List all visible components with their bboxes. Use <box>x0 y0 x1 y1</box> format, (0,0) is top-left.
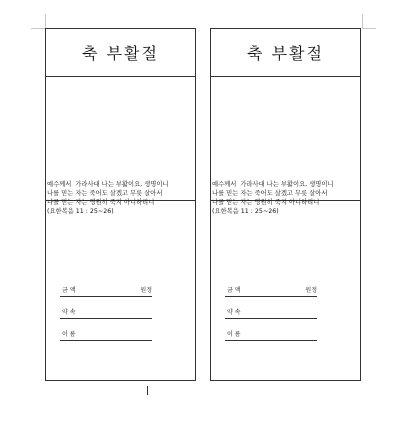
name-field[interactable] <box>60 330 152 341</box>
scripture-verse: 예수께서 가라사대 나는 부활이요, 생명이니 나를 믿는 자는 죽어도 살겠고 무릇 살아서 나를 믿는 자는 영원히 죽지 아니하리니 (요한복음 11 : 25~26) <box>47 181 169 215</box>
envelope-card-right <box>210 28 361 381</box>
name-field[interactable] <box>225 330 317 341</box>
amount-label: 금 액 <box>227 287 241 294</box>
amount-field[interactable] <box>225 286 317 297</box>
crop-mark-top-left-vertical <box>45 14 46 28</box>
promise-field[interactable] <box>225 308 317 319</box>
card-title: 축 부활절 <box>46 29 195 77</box>
text-cursor <box>147 386 148 395</box>
card-title: 축 부활절 <box>211 29 360 77</box>
amount-unit: 원정 <box>305 287 317 294</box>
promise-field[interactable] <box>60 308 152 319</box>
name-label: 이 름 <box>227 331 241 338</box>
crop-mark-top-right <box>362 28 376 29</box>
amount-label: 금 액 <box>62 287 76 294</box>
scripture-verse: 예수께서 가라사대 나는 부활이요, 생명이니 나를 믿는 자는 죽어도 살겠고 무릇 살아서 나를 믿는 자는 영원히 죽지 아니하리니 (요한복음 11 : 25~26) <box>212 181 334 215</box>
promise-label: 약 속 <box>62 309 76 316</box>
envelope-card-left <box>45 28 196 381</box>
amount-unit: 원정 <box>140 287 152 294</box>
promise-label: 약 속 <box>227 309 241 316</box>
crop-mark-top-left <box>31 28 45 29</box>
name-label: 이 름 <box>62 331 76 338</box>
crop-mark-top-right-vertical <box>362 14 363 28</box>
amount-field[interactable] <box>60 286 152 297</box>
